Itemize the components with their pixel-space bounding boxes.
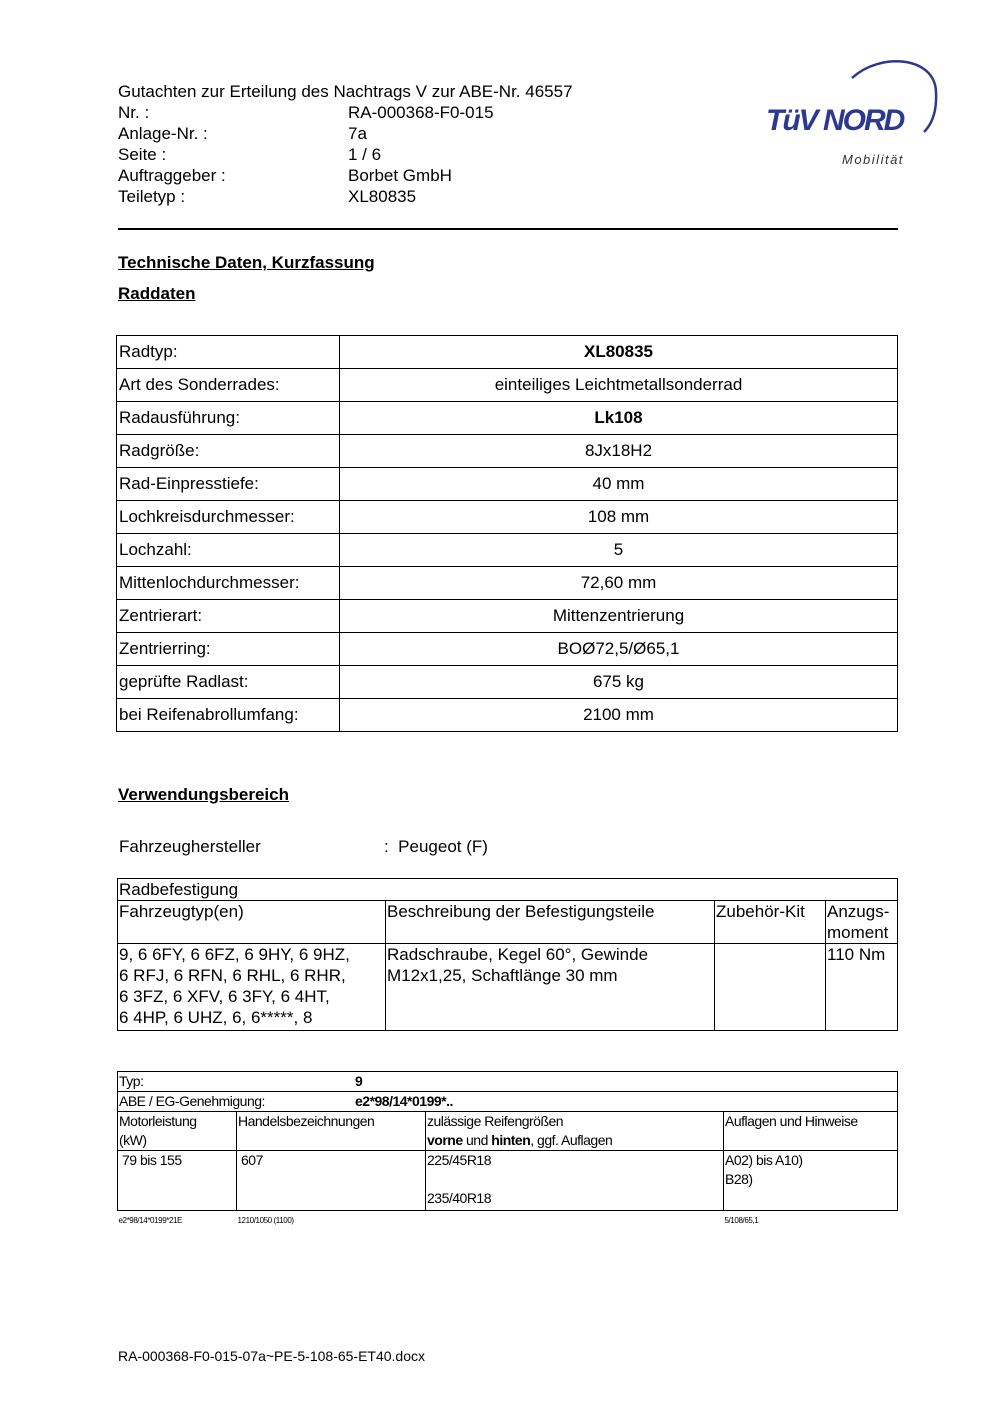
types-line: 6 4HP, 6 UHZ, 6, 6*****, 8 (119, 1008, 313, 1027)
typ-row (118, 1072, 898, 1092)
wheel-row (117, 402, 898, 435)
wheel-row-label: Radausführung: (117, 402, 340, 435)
wheel-row-value: 40 mm (340, 468, 898, 501)
footer-filename: RA-000368-F0-015-07a~PE-5-108-65-ET40.docx (118, 1348, 426, 1364)
mounting-description (386, 944, 715, 1031)
wheel-row (117, 534, 898, 567)
footnote-approval: e2*98/14*0199*21E (118, 1216, 182, 1225)
mounting-header-torque (826, 901, 898, 944)
tires-and: und (462, 1132, 492, 1148)
meta-label: Nr. : (118, 103, 150, 122)
wheel-row-value: 8Jx18H2 (340, 435, 898, 468)
meta-label: Seite : (118, 145, 167, 164)
col-power-line-2: (kW) (119, 1132, 147, 1148)
wheel-row-value: 675 kg (340, 666, 898, 699)
wheel-row-label: bei Reifenabrollumfang: (117, 699, 340, 732)
wheel-row-label: Zentrierring: (117, 633, 340, 666)
wheel-row-value: 72,60 mm (340, 567, 898, 600)
typ-label: Typ: (119, 1073, 144, 1089)
logo-brand: TüV NORD (766, 104, 904, 137)
tires-front: vorne (427, 1132, 463, 1148)
wheel-row-label: Lochzahl: (117, 534, 340, 567)
header-meta (118, 102, 618, 207)
tires-rear: hinten (491, 1132, 531, 1148)
meta-value: RA-000368-F0-015 (348, 103, 494, 122)
abe-label: ABE / EG-Genehmigung: (119, 1093, 265, 1109)
meta-label: Teiletyp : (118, 187, 186, 206)
mounting-torque: 110 Nm (826, 944, 898, 1031)
mounting-header-kit: Zubehör-Kit (715, 901, 826, 944)
col-trade-header: Handelsbezeichnungen (237, 1112, 426, 1151)
manufacturer-label: Fahrzeughersteller (119, 837, 261, 856)
wheel-row-label: Zentrierart: (117, 600, 340, 633)
header-divider (118, 228, 898, 230)
power-value: 79 bis 155 (118, 1151, 237, 1211)
wheel-row (117, 468, 898, 501)
types-line: 6 RFJ, 6 RFN, 6 RHL, 6 RHR, (119, 966, 346, 985)
wheel-row-label: geprüfte Radlast: (117, 666, 340, 699)
wheel-row-value: Lk108 (340, 402, 898, 435)
tire-size: 225/45R18 (427, 1152, 492, 1168)
wheel-row-label: Mittenlochdurchmesser: (117, 567, 340, 600)
col-power-line-1: Motorleistung (119, 1113, 197, 1129)
wheel-row-label: Radtyp: (117, 336, 340, 369)
meta-value: 1 / 6 (348, 145, 382, 164)
footnote-dimensions: 1210/1050 (1100) (237, 1216, 294, 1225)
tires-rest: , ggf. Auflagen (530, 1132, 613, 1148)
wheel-row-label: Rad-Einpresstiefe: (117, 468, 340, 501)
mounting-kit (715, 944, 826, 1031)
document-title: Gutachten zur Erteilung des Nachtrags V zur ABE-Nr. 46557 (118, 82, 573, 101)
meta-row-auftraggeber (118, 165, 618, 186)
mounting-title: Radbefestigung (118, 879, 898, 901)
torque-header-line-2: moment (827, 923, 889, 942)
col-notes-header: Auflagen und Hinweise (724, 1112, 898, 1151)
meta-label: Anlage-Nr. : (118, 124, 208, 143)
section-wheel-data-title: Raddaten (118, 284, 196, 303)
wheel-row (117, 435, 898, 468)
wheel-row (117, 369, 898, 402)
meta-value: 7a (348, 124, 367, 143)
wheel-row-label: Radgröße: (117, 435, 340, 468)
notes (724, 1151, 898, 1211)
mounting-vehicle-types (118, 944, 386, 1031)
wheel-row-value: einteiliges Leichtmetallsonderrad (340, 369, 898, 402)
col-power-header (118, 1112, 237, 1151)
meta-label: Auftraggeber : (118, 166, 226, 185)
description-line: Radschraube, Kegel 60°, Gewinde (387, 945, 649, 964)
mounting-table (117, 878, 898, 1031)
wheel-row (117, 336, 898, 369)
footnote-bolt-pattern: 5/108/65,1 (724, 1216, 759, 1225)
wheel-row (117, 567, 898, 600)
wheel-row-value: BOØ72,5/Ø65,1 (340, 633, 898, 666)
tire-sizes (426, 1151, 724, 1211)
wheel-row-value: 2100 mm (340, 699, 898, 732)
meta-value: XL80835 (348, 187, 417, 206)
wheel-row-value: 5 (340, 534, 898, 567)
meta-row-teiletyp (118, 186, 618, 207)
wheel-data-table (116, 335, 898, 732)
wheel-row-value: 108 mm (340, 501, 898, 534)
section-technical-title: Technische Daten, Kurzfassung (118, 253, 375, 272)
wheel-row (117, 633, 898, 666)
wheel-row (117, 600, 898, 633)
wheel-row-value: Mittenzentrierung (340, 600, 898, 633)
meta-value: Borbet GmbH (348, 166, 452, 185)
col-tires-header (426, 1112, 724, 1151)
mounting-header-description: Beschreibung der Befestigungsteile (386, 901, 715, 944)
abe-row (118, 1092, 898, 1112)
meta-row-anlage (118, 123, 618, 144)
trade-value: 607 (237, 1151, 426, 1211)
types-line: 6 3FZ, 6 XFV, 6 3FY, 6 4HT, (119, 987, 330, 1006)
meta-row-nr (118, 102, 618, 123)
typ-value: 9 (355, 1073, 363, 1089)
note-line: B28) (725, 1171, 753, 1187)
wheel-row (117, 501, 898, 534)
wheel-row-value: XL80835 (340, 336, 898, 369)
meta-row-seite (118, 144, 618, 165)
mounting-header-types: Fahrzeugtyp(en) (118, 901, 386, 944)
tire-size: 235/40R18 (427, 1190, 492, 1206)
type-approval-table (117, 1071, 898, 1230)
manufacturer-value: : Peugeot (F) (384, 837, 488, 856)
torque-header-line-1: Anzugs- (827, 902, 890, 921)
wheel-row-label: Lochkreisdurchmesser: (117, 501, 340, 534)
col-tires-line-1: zulässige Reifengrößen (427, 1113, 564, 1129)
wheel-row-label: Art des Sonderrades: (117, 369, 340, 402)
col-tires-line-2 (427, 1131, 722, 1150)
wheel-row (117, 666, 898, 699)
section-usage-title: Verwendungsbereich (118, 785, 289, 804)
logo-subtitle: Mobilität (842, 152, 904, 167)
abe-value: e2*98/14*0199*.. (355, 1093, 453, 1109)
description-line: M12x1,25, Schaftlänge 30 mm (387, 966, 618, 985)
types-line: 9, 6 6FY, 6 6FZ, 6 9HY, 6 9HZ, (119, 945, 350, 964)
wheel-row (117, 699, 898, 732)
note-line: A02) bis A10) (725, 1152, 803, 1168)
tuv-nord-logo (760, 56, 945, 176)
